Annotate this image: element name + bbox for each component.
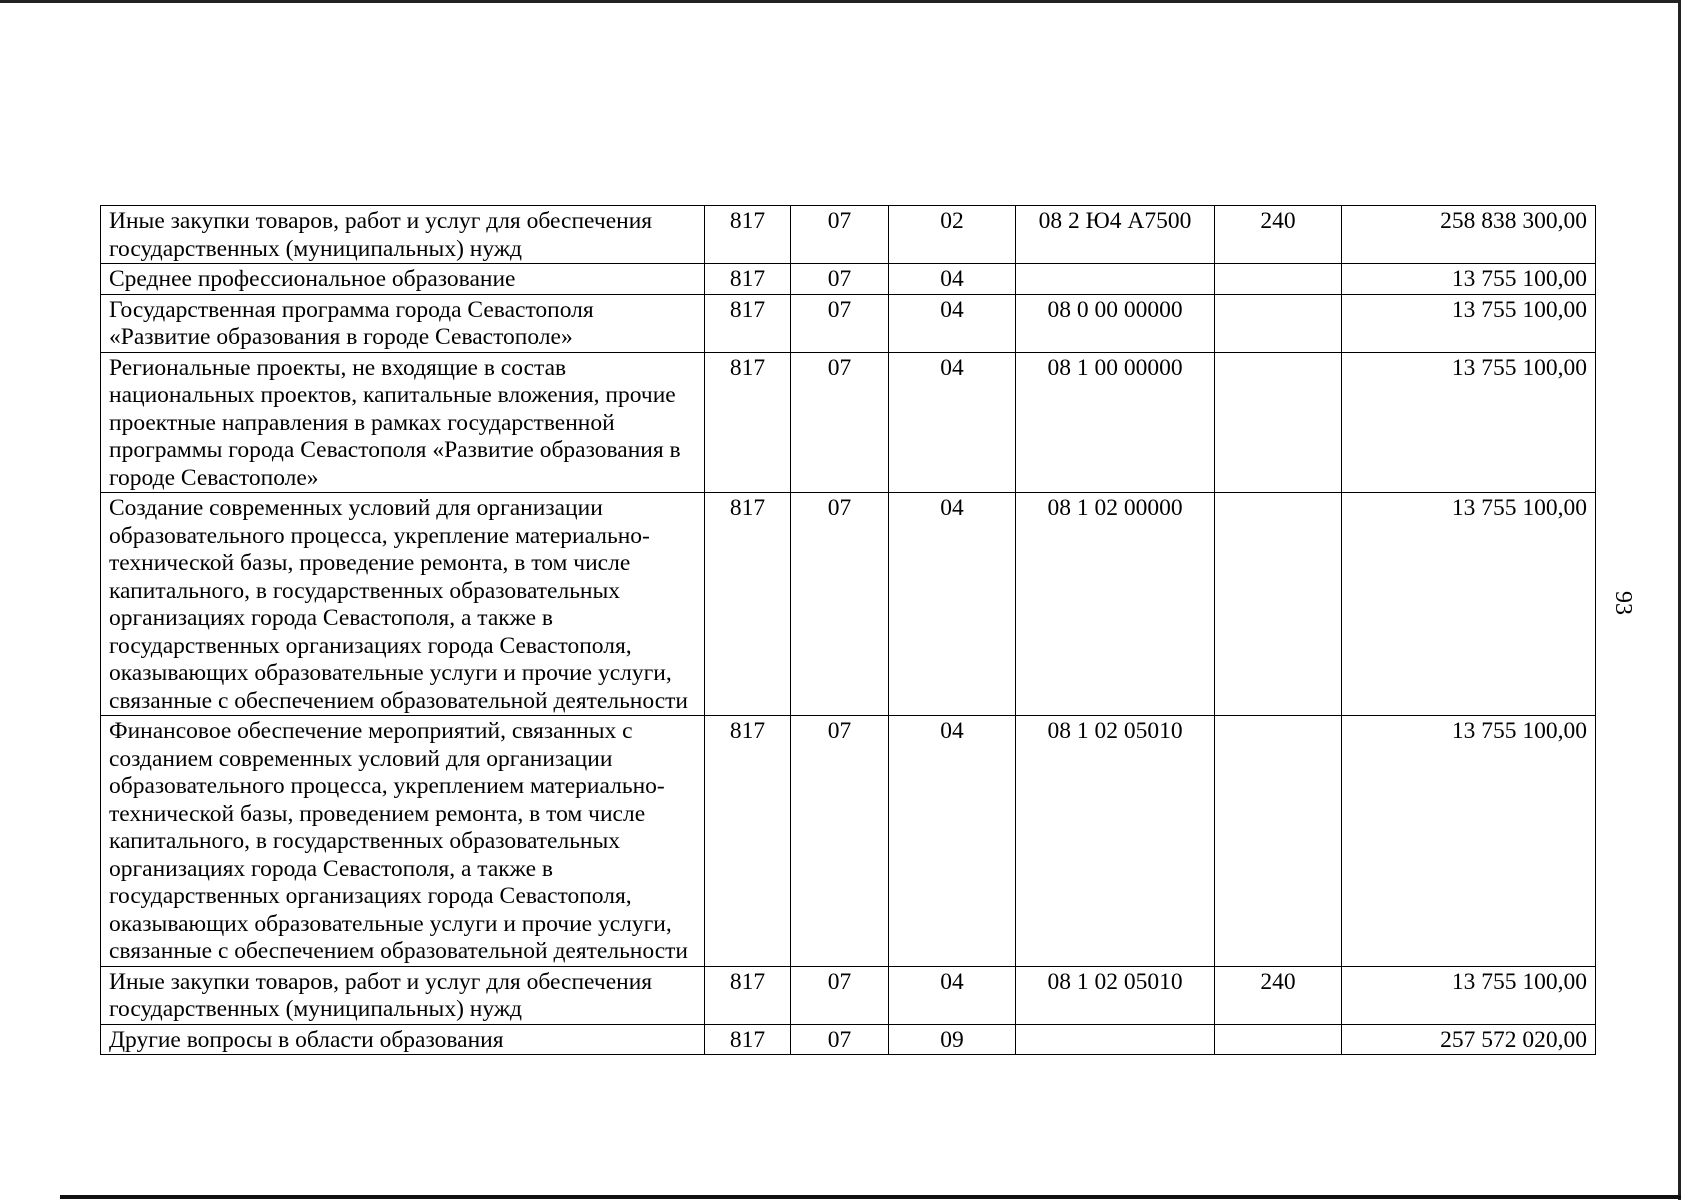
page-number: 93: [1610, 591, 1636, 615]
amount: 257 572 020,00: [1342, 1024, 1596, 1055]
subsection-code: 04: [889, 966, 1016, 1024]
row-name: Региональные проекты, не входящие в состав национальных проектов, капитальные вложения, прочие проектные направления в рамках государственной программы города Севастополя «Развитие образования в городе Севастополе»: [101, 352, 705, 493]
dept-code: 817: [705, 352, 791, 493]
section-code: 07: [791, 264, 889, 295]
table-row: [101, 294, 1596, 352]
target-article-code: 08 1 02 05010: [1016, 966, 1215, 1024]
expense-type-code: [1215, 493, 1342, 716]
target-article-code: [1016, 1024, 1215, 1055]
amount: 13 755 100,00: [1342, 966, 1596, 1024]
subsection-code: 04: [889, 294, 1016, 352]
table-row: [101, 206, 1596, 264]
amount: 13 755 100,00: [1342, 716, 1596, 967]
target-article-code: 08 1 00 00000: [1016, 352, 1215, 493]
dept-code: 817: [705, 206, 791, 264]
expense-type-code: [1215, 294, 1342, 352]
expense-type-code: 240: [1215, 966, 1342, 1024]
scan-edge-bottom: [60, 1195, 1681, 1199]
row-name: Государственная программа города Севастополя «Развитие образования в городе Севастополе»: [101, 294, 705, 352]
section-code: 07: [791, 1024, 889, 1055]
scan-edge-top: [0, 0, 1681, 3]
amount: 13 755 100,00: [1342, 294, 1596, 352]
expense-type-code: [1215, 352, 1342, 493]
subsection-code: 09: [889, 1024, 1016, 1055]
dept-code: 817: [705, 1024, 791, 1055]
dept-code: 817: [705, 493, 791, 716]
row-name: Иные закупки товаров, работ и услуг для обеспечения государственных (муниципальных) нужд: [101, 966, 705, 1024]
subsection-code: 04: [889, 493, 1016, 716]
amount: 258 838 300,00: [1342, 206, 1596, 264]
row-name: Другие вопросы в области образования: [101, 1024, 705, 1055]
subsection-code: 04: [889, 264, 1016, 295]
target-article-code: 08 2 Ю4 А7500: [1016, 206, 1215, 264]
table-row: [101, 264, 1596, 295]
row-name: Финансовое обеспечение мероприятий, связанных с созданием современных условий для организации образовательного процесса, укреплением материально-технической базы, проведением ремонта, в том числе капитального, в государственных образовательных организациях города Севастополя, а также в государственных организациях города Севастополя, оказывающих образовательные услуги и прочие услуги, связанные с обеспечением образовательной деятельности: [101, 716, 705, 967]
section-code: 07: [791, 493, 889, 716]
expense-type-code: [1215, 1024, 1342, 1055]
budget-table: [100, 205, 1596, 1055]
target-article-code: 08 1 02 00000: [1016, 493, 1215, 716]
dept-code: 817: [705, 294, 791, 352]
amount: 13 755 100,00: [1342, 352, 1596, 493]
section-code: 07: [791, 716, 889, 967]
dept-code: 817: [705, 966, 791, 1024]
subsection-code: 04: [889, 716, 1016, 967]
section-code: 07: [791, 294, 889, 352]
row-name: Иные закупки товаров, работ и услуг для обеспечения государственных (муниципальных) нужд: [101, 206, 705, 264]
expense-type-code: [1215, 716, 1342, 967]
subsection-code: 02: [889, 206, 1016, 264]
section-code: 07: [791, 966, 889, 1024]
expense-type-code: [1215, 264, 1342, 295]
row-name: Среднее профессиональное образование: [101, 264, 705, 295]
section-code: 07: [791, 206, 889, 264]
target-article-code: 08 1 02 05010: [1016, 716, 1215, 967]
table-row: [101, 716, 1596, 967]
table-row: [101, 966, 1596, 1024]
subsection-code: 04: [889, 352, 1016, 493]
expense-type-code: 240: [1215, 206, 1342, 264]
amount: 13 755 100,00: [1342, 264, 1596, 295]
table-row: [101, 352, 1596, 493]
target-article-code: [1016, 264, 1215, 295]
row-name: Создание современных условий для организации образовательного процесса, укрепление материально-технической базы, проведение ремонта, в том числе капитального, в государственных образовательных организациях города Севастополя, а также в государственных организациях города Севастополя, оказывающих образовательные услуги и прочие услуги, связанные с обеспечением образовательной деятельности: [101, 493, 705, 716]
amount: 13 755 100,00: [1342, 493, 1596, 716]
table-row: [101, 1024, 1596, 1055]
section-code: 07: [791, 352, 889, 493]
dept-code: 817: [705, 716, 791, 967]
table-row: [101, 493, 1596, 716]
dept-code: 817: [705, 264, 791, 295]
target-article-code: 08 0 00 00000: [1016, 294, 1215, 352]
